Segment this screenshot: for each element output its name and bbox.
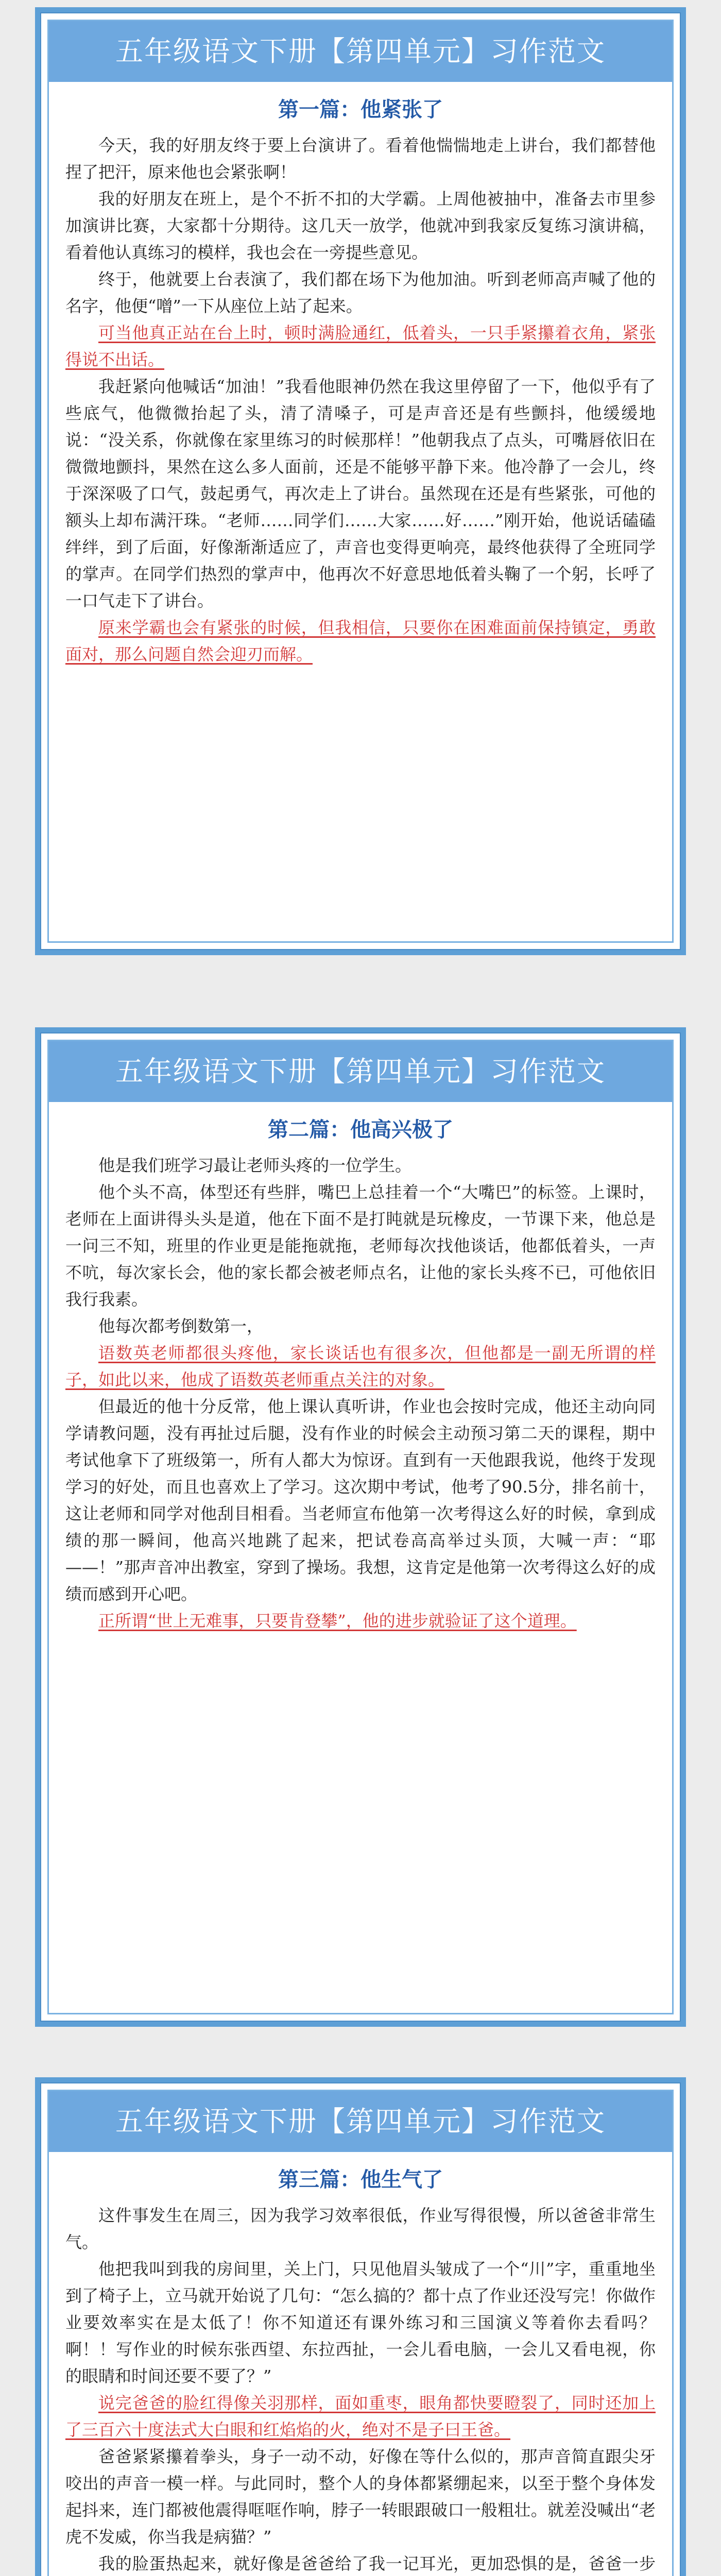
- essay-paragraph-highlight: 原来学霸也会有紧张的时候，但我相信，只要你在困难面前保持镇定，勇敢面对，那么问题自然会迎刃而解。: [65, 618, 656, 664]
- card-banner: 五年级语文下册【第四单元】习作范文: [49, 21, 672, 82]
- essay-paragraph: 但最近的他十分反常，他上课认真听讲，作业也会按时完成，他还主动向同学请教问题，没有再扯过后腿，没有作业的时候会主动预习第二天的课程，期中考试他拿下了班级第一，所有人都大为惊讶。直到有一天他跟我说，他终于发现学习的好处，而且也喜欢上了学习。这次期中考试，他考了90.5分，排名前十，这让老师和同学对他刮目相看。当老师宣布他第一次考得这么好的时候，拿到成绩的那一瞬间，他高兴地跳了起来，把试卷高高举过头顶，大喊一声：“耶——！”那声音冲出教室，穿到了操场。我想，这肯定是他第一次考得这么好的成绩而感到开心吧。: [65, 1397, 656, 1604]
- essay-subtitle: 第一篇：他紧张了: [278, 97, 443, 122]
- essay-paragraph: 我的好朋友在班上，是个不折不扣的大学霸。上周他被抽中，准备去市里参加演讲比赛，大家都十分期待。这几天一放学，他就冲到我家反复练习演讲稿，看着他认真练习的模样，我也会在一旁提些意见。: [65, 189, 656, 262]
- essay-paragraph: 终于，他就要上台表演了，我们都在场下为他加油。听到老师高声喊了他的名字，他便“噌”一下从座位上站了起来。: [65, 269, 656, 316]
- essay-paragraph: 今天，我的好朋友终于要上台演讲了。看着他惴惴地走上讲台，我们都替他捏了把汗，原来他也会紧张啊！: [65, 135, 656, 182]
- essay-paragraph: 他每次都考倒数第一，: [98, 1316, 264, 1336]
- essay-paragraph: 他把我叫到我的房间里，关上门，只见他眉头皱成了一个“川”字，重重地坐到了椅子上，立马就开始说了几句：“怎么搞的？都十点了作业还没写完！你做作业要效率实在是太低了！你不知道还有课外练习和三国演义等着你去看吗？啊！！写作业的时候东张西望、东拉西扯，一会儿看电脑，一会儿又看电视，你的眼睛和时间还要不要了？”: [65, 2259, 656, 2386]
- essay-card-2: [35, 1027, 686, 2027]
- essay-subtitle: 第二篇：他高兴极了: [268, 1117, 453, 1142]
- essay-paragraph-highlight: 正所谓“世上无难事，只要肯登攀”，他的进步就验证了这个道理。: [98, 1611, 577, 1631]
- essay-card-1: [35, 7, 686, 955]
- card-banner: 五年级语文下册【第四单元】习作范文: [49, 2091, 672, 2152]
- card-banner: 五年级语文下册【第四单元】习作范文: [49, 1041, 672, 1102]
- essay-subtitle: 第三篇：他生气了: [278, 2167, 443, 2192]
- essay-paragraph: 我赶紧向他喊话“加油！”我看他眼神仍然在我这里停留了一下，他似乎有了些底气，他微微抬起了头，清了清嗓子，可是声音还是有些颤抖，他缓缓地说：“没关系，你就像在家里练习的时候那样！”他朝我点了点头，可嘴唇依旧在微微地颤抖，果然在这么多人面前，还是不能够平静下来。他冷静了一会儿，终于深深吸了口气，鼓起勇气，再次走上了讲台。虽然现在还是有些紧张，可他的额头上却布满汗珠。“老师……同学们……大家……好……”刚开始，他说话磕磕绊绊，到了后面，好像渐渐适应了，声音也变得更响亮，最终他获得了全班同学的掌声。在同学们热烈的掌声中，他再次不好意思地低着头鞠了一个躬，长呼了一口气走下了讲台。: [65, 377, 656, 611]
- essay-paragraph: 我的脸蛋热起来，就好像是爸爸给了我一记耳光，更加恐惧的是，爸爸一步: [98, 2554, 656, 2573]
- essay-paragraph: 这件事发生在周三，因为我学习效率很低，作业写得很慢，所以爸爸非常生气。: [65, 2206, 656, 2252]
- essay-paragraph: 爸爸紧紧攥着拳头，身子一动不动，好像在等什么似的，那声音简直跟尖牙咬出的声音一模一样。与此同时，整个人的身体都紧绷起来，以至于整个身体发起抖来，连门都被他震得哐哐作响，脖子一转眼跟破口一般粗壮。就差没喊出“老虎不发威，你当我是病猫？”: [65, 2447, 656, 2547]
- essay-card-3: [35, 2077, 686, 2576]
- essay-paragraph: 他是我们班学习最让老师头疼的一位学生。: [98, 1156, 412, 1175]
- essay-paragraph-highlight: 说完爸爸的脸红得像关羽那样，面如重枣，眼角都快要瞪裂了，同时还加上了三百六十度法式大白眼和红焰焰的火，绝对不是子曰王爸。: [65, 2393, 656, 2439]
- essay-paragraph-highlight: 语数英老师都很头疼他，家长谈话也有很多次，但他都是一副无所谓的样子，如此以来，他成了语数英老师重点关注的对象。: [65, 1343, 656, 1389]
- essay-paragraph-highlight: 可当他真正站在台上时，顿时满脸通红，低着头，一只手紧攥着衣角，紧张得说不出话。: [65, 323, 656, 369]
- essay-paragraph: 他个头不高，体型还有些胖，嘴巴上总挂着一个“大嘴巴”的标签。上课时，老师在上面讲得头头是道，他在下面不是打盹就是玩橡皮，一节课下来，他总是一问三不知，班里的作业更是能拖就拖，老师每次找他谈话，他都低着头，一声不吭，每次家长会，他的家长都会被老师点名，让他的家长头疼不已，可他依旧我行我素。: [65, 1182, 656, 1309]
